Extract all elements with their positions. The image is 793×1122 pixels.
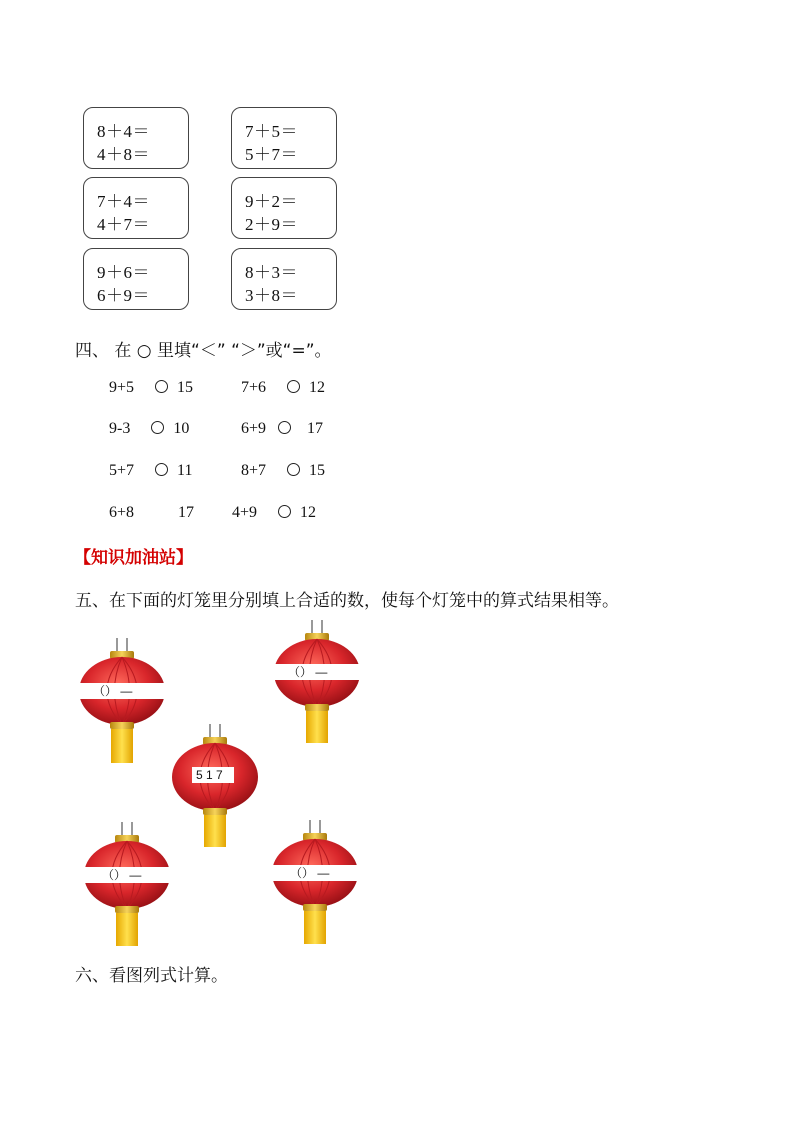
equation: 4＋7＝ <box>97 215 150 234</box>
value: 12 <box>309 379 326 396</box>
expression: 8+7 <box>241 462 267 479</box>
lantern-icon <box>77 638 167 764</box>
compare-circle-icon[interactable] <box>155 463 168 476</box>
value: 17 <box>178 504 195 521</box>
expression: 4+9 <box>232 504 258 521</box>
value: 11 <box>177 462 193 479</box>
equation: 4＋8＝ <box>97 145 150 164</box>
equation: 9＋2＝ <box>245 192 298 211</box>
equation: 6＋9＝ <box>97 286 150 305</box>
compare-item <box>232 504 316 522</box>
compare-item <box>109 462 192 480</box>
compare-circle-icon[interactable] <box>287 380 300 393</box>
equation: 7＋5＝ <box>245 122 298 141</box>
compare-circle-icon[interactable] <box>287 463 300 476</box>
equation: 9＋6＝ <box>97 263 150 282</box>
expression: 9+5 <box>109 379 135 396</box>
lantern <box>82 822 172 948</box>
equation-box <box>231 248 337 310</box>
lantern <box>270 820 360 946</box>
lantern-band[interactable]: （） — <box>79 683 165 699</box>
value: 12 <box>300 504 317 521</box>
expression: 7+6 <box>241 379 267 396</box>
value: 17 <box>307 420 324 437</box>
compare-item <box>109 420 189 438</box>
equation: 5＋7＝ <box>245 145 298 164</box>
lantern-band[interactable]: （） — <box>272 865 360 881</box>
section5-title: 五、在下面的灯笼里分别填上合适的数，使每个灯笼中的算式结果相等。 <box>75 591 619 611</box>
equation-box <box>83 107 189 169</box>
lantern-band[interactable]: （） — <box>274 664 360 680</box>
compare-item <box>241 462 325 480</box>
compare-circle-icon[interactable] <box>155 380 168 393</box>
equation-box <box>83 248 189 310</box>
value: 10 <box>173 420 190 437</box>
value: 15 <box>177 379 194 396</box>
equation: 2＋9＝ <box>245 215 298 234</box>
expression: 6+8 <box>109 504 135 521</box>
lantern-band[interactable]: （） — <box>84 867 172 883</box>
section6-title: 六、看图列式计算。 <box>75 966 228 986</box>
expression: 6+9 <box>241 420 267 437</box>
lantern-icon <box>170 724 260 850</box>
expression: 5+7 <box>109 462 135 479</box>
lantern-icon <box>272 620 362 746</box>
lantern <box>77 638 167 764</box>
compare-circle-icon[interactable] <box>151 421 164 434</box>
section4-title: 四、 在 ○ 里填“＜” “＞”或“=”。 <box>75 341 332 361</box>
lantern <box>272 620 362 746</box>
equation-box <box>231 177 337 239</box>
compare-circle-icon[interactable] <box>278 421 291 434</box>
lantern-icon <box>270 820 360 946</box>
equation-box <box>231 107 337 169</box>
compare-circle-icon[interactable] <box>278 505 291 518</box>
compare-item <box>241 379 325 397</box>
knowledge-header: 【知识加油站】 <box>74 548 193 568</box>
lantern-band[interactable]: 5 1 7 <box>192 767 234 783</box>
equation: 8＋4＝ <box>97 122 150 141</box>
equation: 7＋4＝ <box>97 192 150 211</box>
value: 15 <box>309 462 326 479</box>
equation: 8＋3＝ <box>245 263 298 282</box>
expression: 9-3 <box>109 420 131 437</box>
compare-item <box>241 420 323 438</box>
equation: 3＋8＝ <box>245 286 298 305</box>
lantern <box>170 724 260 850</box>
compare-item <box>109 379 193 397</box>
lantern-icon <box>82 822 172 948</box>
equation-box <box>83 177 189 239</box>
compare-item <box>109 504 194 522</box>
